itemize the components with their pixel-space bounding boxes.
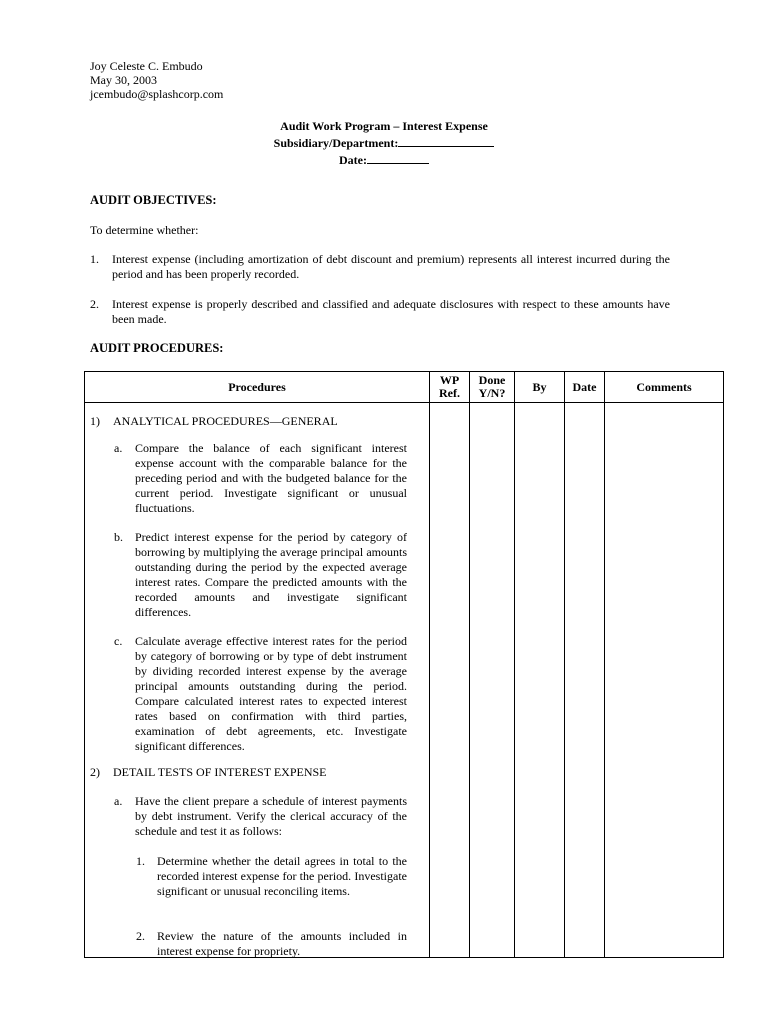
procedure-item-2a <box>114 794 407 839</box>
item-letter: c. <box>114 634 123 648</box>
audit-procedures-table <box>84 371 724 958</box>
header-done <box>470 372 515 403</box>
title-line-3 <box>0 152 768 169</box>
header-wp-ref-line2: Ref. <box>439 386 460 400</box>
item-letter: b. <box>114 530 123 544</box>
objective-text: Interest expense is properly described and classified and adequate disclosures with respect to these amounts have been made. <box>112 297 670 326</box>
objective-item-2 <box>90 297 670 327</box>
item-text: Predict interest expense for the period by category of borrowing by multiplying the average principal amounts outstanding during the period by the expected average interest rates. Compare the predicted amounts with the recorded amounts and investigate significant differences. <box>135 530 407 619</box>
header-wp-ref-line1: WP <box>439 373 460 387</box>
section-number: 1) <box>90 414 100 428</box>
procedure-item-1b <box>114 530 407 620</box>
title-line-2 <box>0 135 768 152</box>
header-wp-ref <box>430 372 470 403</box>
objective-number: 1. <box>90 252 99 266</box>
procedure-item-1c <box>114 634 407 754</box>
date-label: Date: <box>339 153 367 167</box>
item-text: Calculate average effective interest rates for the period by category of borrowing or by type of debt instrument by dividing recorded interest expense by the average principal amounts outstanding during the period. Compare calculated interest rates to expected interest rates based on confirmation with third parties, examination of debt agreements, etc. Investigate significant differences. <box>135 634 407 753</box>
author-block <box>90 59 223 101</box>
objective-number: 2. <box>90 297 99 311</box>
section-number: 2) <box>90 765 100 779</box>
done-cell[interactable] <box>470 403 515 958</box>
item-letter: a. <box>114 441 123 455</box>
procedures-cell <box>85 403 430 958</box>
item-letter: a. <box>114 794 123 808</box>
header-comments: Comments <box>605 372 724 403</box>
subitem-text: Determine whether the detail agrees in total to the recorded interest expense for the period. Investigate significant or unusual reconciling items. <box>157 854 407 898</box>
procedures-heading: AUDIT PROCEDURES: <box>90 341 224 355</box>
table-header-row <box>85 372 724 403</box>
date-cell[interactable] <box>565 403 605 958</box>
header-done-line2: Y/N? <box>478 386 506 400</box>
date-blank <box>367 152 429 164</box>
subitem-number: 1. <box>136 854 145 868</box>
header-done-line1: Done <box>478 373 506 387</box>
header-by: By <box>515 372 565 403</box>
item-text: Have the client prepare a schedule of interest payments by debt instrument. Verify the clerical accuracy of the schedule and test it as follows: <box>135 794 407 838</box>
procedure-subitem-2a1 <box>136 854 407 899</box>
subsidiary-blank <box>398 135 494 147</box>
subitem-number: 2. <box>136 929 145 943</box>
objective-text: Interest expense (including amortization of debt discount and premium) represents all interest incurred during the period and has been properly recorded. <box>112 252 670 281</box>
objectives-intro: To determine whether: <box>90 223 199 237</box>
section-title: ANALYTICAL PROCEDURES—GENERAL <box>113 414 338 428</box>
title-line-1: Audit Work Program – Interest Expense <box>280 119 488 133</box>
header-procedures: Procedures <box>85 372 430 403</box>
by-cell[interactable] <box>515 403 565 958</box>
section-title: DETAIL TESTS OF INTEREST EXPENSE <box>113 765 327 779</box>
objective-item-1 <box>90 252 670 282</box>
subitem-text: Review the nature of the amounts included in interest expense for propriety. <box>157 929 407 957</box>
subsidiary-label: Subsidiary/Department: <box>273 136 399 150</box>
author-email: jcembudo@splashcorp.com <box>90 87 224 101</box>
author-date: May 30, 2003 <box>90 73 157 87</box>
wp-ref-cell[interactable] <box>430 403 470 958</box>
document-title <box>0 118 768 169</box>
table-row <box>85 403 724 958</box>
comments-cell[interactable] <box>605 403 724 958</box>
objectives-heading: AUDIT OBJECTIVES: <box>90 193 217 207</box>
procedure-subitem-2a2 <box>136 929 407 957</box>
author-name: Joy Celeste C. Embudo <box>90 59 203 73</box>
item-text: Compare the balance of each significant interest expense account with the comparable balance for the preceding period and with the budgeted balance for the current period. Investigate significant or unusual fluctuations. <box>135 441 407 515</box>
procedure-item-1a <box>114 441 407 516</box>
header-date: Date <box>565 372 605 403</box>
